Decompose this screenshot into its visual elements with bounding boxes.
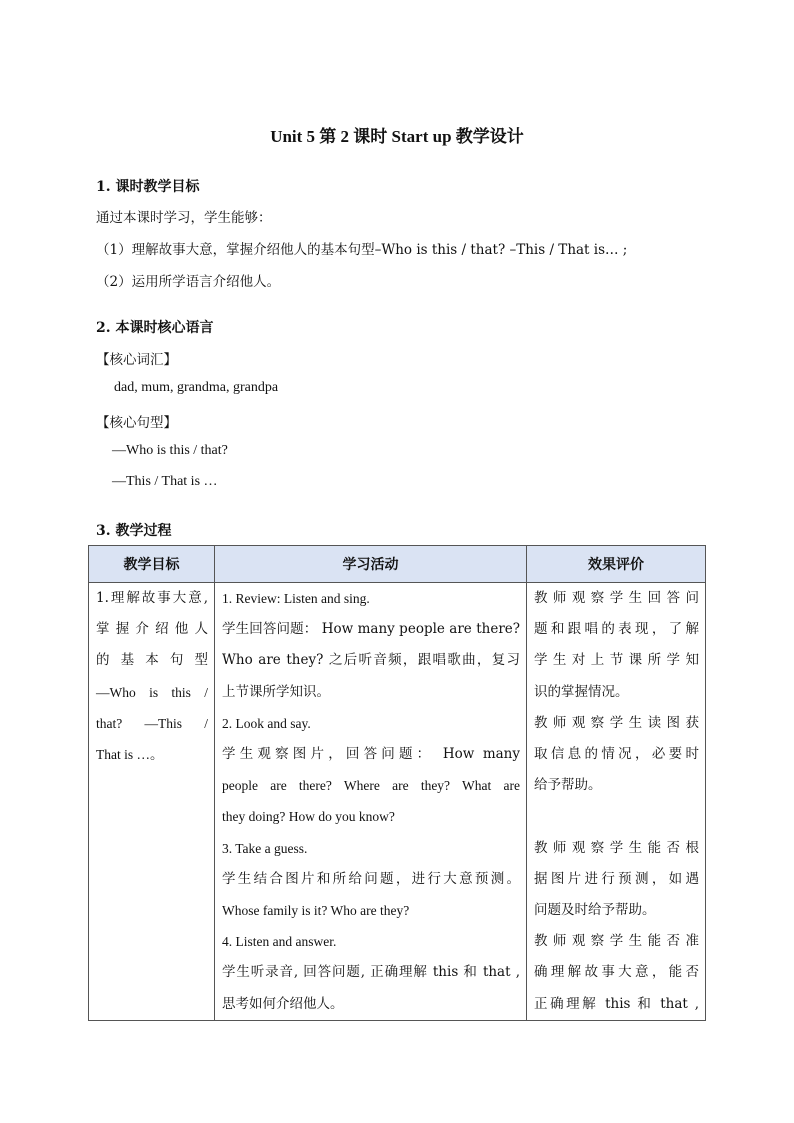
goal-line: That is …。	[96, 747, 164, 763]
header-evaluation: 效果评价	[527, 546, 706, 583]
activity-line: Whose family is it? Who are they?	[222, 903, 410, 919]
evaluation-line: 给予帮助。	[534, 777, 602, 794]
activity-cell	[215, 583, 527, 1021]
goal-line: 的基本句型	[96, 652, 208, 669]
header-activity: 学习活动	[215, 546, 527, 583]
evaluation-line: 教师观察学生回答问	[534, 590, 699, 606]
evaluation-line: 教师观察学生读图获	[534, 714, 699, 731]
activity-line: Who are they? 之后听音频，跟唱歌曲，复习	[222, 652, 520, 669]
section1-item-1: （1）理解故事大意，掌握介绍他人的基本句型–Who is this / that? –This / That is… ;	[96, 242, 628, 258]
goal-line: that? —This /	[96, 715, 208, 731]
evaluation-cell	[527, 583, 706, 1021]
pattern-1: —Who is this / that?	[112, 443, 228, 458]
pattern-label: 【核心句型】	[96, 415, 177, 431]
table-header-row	[89, 546, 706, 583]
section3-heading: 3. 教学过程	[96, 523, 172, 539]
goal-cell	[89, 583, 215, 1021]
section2-heading: 2. 本课时核心语言	[96, 320, 214, 336]
goal-line: 1.理解故事大意,	[96, 590, 208, 606]
section1-intro: 通过本课时学习，学生能够：	[96, 210, 272, 226]
activity-line: 2. Look and say.	[222, 715, 311, 731]
header-goal: 教学目标	[89, 546, 215, 583]
activity-line: 4. Listen and answer.	[222, 934, 337, 950]
goal-line: 掌握介绍他人	[96, 621, 208, 638]
pattern-2: —This / That is …	[112, 474, 218, 489]
table-row	[89, 583, 706, 1021]
activity-line: 学生观察图片，回答问题： How many	[222, 746, 520, 763]
teaching-process-table	[88, 545, 706, 1021]
activity-line: 1. Review: Listen and sing.	[222, 591, 370, 606]
evaluation-line: 教师观察学生能否根	[534, 839, 699, 856]
evaluation-line: 取信息的情况，必要时	[534, 746, 699, 763]
evaluation-line: 正确理解 this 和 that ,	[534, 995, 699, 1012]
evaluation-line: 学生对上节课所学知	[534, 652, 699, 669]
section1-heading: 1. 课时教学目标	[96, 179, 200, 195]
evaluation-line: 问题及时给予帮助。	[534, 902, 656, 919]
activity-line: 学生听录音, 回答问题, 正确理解 this 和 that ,	[222, 964, 520, 981]
page-title: Unit 5 第 2 课时 Start up 教学设计	[270, 127, 524, 146]
evaluation-line: 据图片进行预测，如遇	[534, 870, 699, 887]
section1-item-2: （2）运用所学语言介绍他人。	[96, 274, 281, 290]
evaluation-line: 识的掌握情况。	[534, 683, 629, 700]
activity-line: 学生回答问题： How many people are there?	[222, 621, 520, 638]
activity-line: people are there? Where are they? What are	[222, 778, 520, 794]
evaluation-line: 题和跟唱的表现，了解	[534, 621, 699, 638]
evaluation-line: 确理解故事大意，能否	[534, 964, 699, 981]
activity-line: 3. Take a guess.	[222, 840, 308, 856]
vocab-label: 【核心词汇】	[96, 352, 177, 368]
activity-line: 上节课所学知识。	[222, 683, 330, 700]
activity-line: they doing? How do you know?	[222, 809, 395, 825]
vocab-list: dad, mum, grandma, grandpa	[114, 380, 279, 395]
activity-line: 思考如何介绍他人。	[222, 995, 344, 1012]
activity-line: 学生结合图片和所给问题，进行大意预测。	[222, 870, 520, 887]
goal-line: —Who is this /	[96, 684, 208, 700]
evaluation-line: 教师观察学生能否准	[534, 933, 699, 950]
